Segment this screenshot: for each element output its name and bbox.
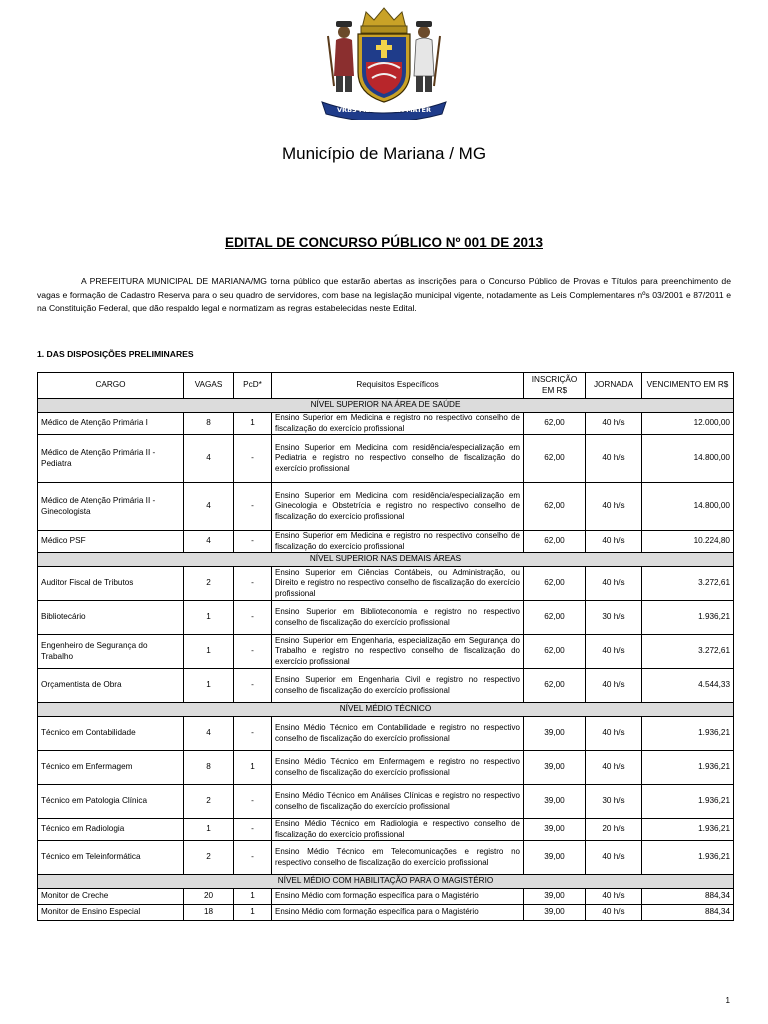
cell-vencimento: 4.544,33 <box>642 669 734 703</box>
cell-vencimento: 1.936,21 <box>642 841 734 875</box>
cell-vagas: 8 <box>184 413 234 435</box>
cell-pcd: - <box>234 635 272 669</box>
table-row <box>38 905 734 921</box>
cell-vagas: 20 <box>184 889 234 905</box>
cell-vagas: 4 <box>184 717 234 751</box>
cell-vencimento: 3.272,61 <box>642 635 734 669</box>
cell-requisitos: Ensino Superior em Medicina e registro no respectivo conselho de fiscalização do exercício profissional <box>272 413 524 435</box>
cell-jornada: 40 h/s <box>586 717 642 751</box>
cell-vencimento: 14.800,00 <box>642 435 734 483</box>
group-title: NÍVEL MÉDIO COM HABILITAÇÃO PARA O MAGISTÉRIO <box>38 875 734 889</box>
cell-cargo: Médico PSF <box>38 531 184 553</box>
cell-jornada: 40 h/s <box>586 531 642 553</box>
header-cargo: CARGO <box>38 373 184 399</box>
group-header-row <box>38 875 734 889</box>
table-row <box>38 717 734 751</box>
cell-inscricao: 62,00 <box>524 435 586 483</box>
cell-pcd: - <box>234 669 272 703</box>
cell-inscricao: 39,00 <box>524 905 586 921</box>
table-row <box>38 531 734 553</box>
cell-inscricao: 39,00 <box>524 785 586 819</box>
table-body <box>38 399 734 921</box>
cell-requisitos: Ensino Médio com formação específica para o Magistério <box>272 905 524 921</box>
cell-vagas: 1 <box>184 601 234 635</box>
cell-pcd: 1 <box>234 889 272 905</box>
cell-requisitos: Ensino Superior em Medicina e registro no respectivo conselho de fiscalização do exercício profissional <box>272 531 524 553</box>
cell-cargo: Monitor de Ensino Especial <box>38 905 184 921</box>
table-row <box>38 567 734 601</box>
cell-inscricao: 62,00 <box>524 483 586 531</box>
cell-requisitos: Ensino Médio Técnico em Análises Clínicas e registro no respectivo conselho de fiscalização do exercício profissional <box>272 785 524 819</box>
cell-vencimento: 1.936,21 <box>642 751 734 785</box>
cell-cargo: Engenheiro de Segurança do Trabalho <box>38 635 184 669</box>
table-row <box>38 841 734 875</box>
cell-pcd: - <box>234 785 272 819</box>
cell-cargo: Bibliotecário <box>38 601 184 635</box>
cell-cargo: Técnico em Patologia Clínica <box>38 785 184 819</box>
cell-cargo: Orçamentista de Obra <box>38 669 184 703</box>
seal-motto: VRBS MEA CELVLA MATER <box>337 106 431 114</box>
cell-pcd: - <box>234 435 272 483</box>
cell-inscricao: 62,00 <box>524 567 586 601</box>
group-title: NÍVEL MÉDIO TÉCNICO <box>38 703 734 717</box>
cell-vencimento: 1.936,21 <box>642 601 734 635</box>
cell-inscricao: 39,00 <box>524 751 586 785</box>
table-header-row <box>38 373 734 399</box>
cell-jornada: 40 h/s <box>586 669 642 703</box>
cell-cargo: Técnico em Enfermagem <box>38 751 184 785</box>
cell-inscricao: 62,00 <box>524 601 586 635</box>
table-row <box>38 601 734 635</box>
header-vencimento: VENCIMENTO EM R$ <box>642 373 734 399</box>
coat-of-arms-logo <box>314 6 454 120</box>
cell-vagas: 2 <box>184 785 234 819</box>
table-row <box>38 435 734 483</box>
cell-vencimento: 884,34 <box>642 889 734 905</box>
cell-pcd: - <box>234 483 272 531</box>
header-pcd: PcD* <box>234 373 272 399</box>
table-row <box>38 751 734 785</box>
cell-jornada: 40 h/s <box>586 483 642 531</box>
cell-vagas: 4 <box>184 483 234 531</box>
cell-vagas: 8 <box>184 751 234 785</box>
section-title: 1. DAS DISPOSIÇÕES PRELIMINARES <box>37 349 194 359</box>
cell-pcd: - <box>234 531 272 553</box>
cell-pcd: - <box>234 841 272 875</box>
municipality-title: Município de Mariana / MG <box>281 144 487 163</box>
cell-pcd: - <box>234 717 272 751</box>
cell-vencimento: 1.936,21 <box>642 717 734 751</box>
group-header-row <box>38 399 734 413</box>
cell-cargo: Médico de Atenção Primária I <box>38 413 184 435</box>
cell-vagas: 1 <box>184 635 234 669</box>
cell-vencimento: 14.800,00 <box>642 483 734 531</box>
cell-jornada: 40 h/s <box>586 413 642 435</box>
cell-cargo: Técnico em Contabilidade <box>38 717 184 751</box>
cell-cargo: Técnico em Teleinformática <box>38 841 184 875</box>
cell-inscricao: 39,00 <box>524 819 586 841</box>
cell-requisitos: Ensino Médio com formação específica para o Magistério <box>272 889 524 905</box>
cell-jornada: 40 h/s <box>586 889 642 905</box>
group-title: NÍVEL SUPERIOR NAS DEMAIS ÁREAS <box>38 553 734 567</box>
cell-inscricao: 39,00 <box>524 717 586 751</box>
header-vagas: VAGAS <box>184 373 234 399</box>
cell-pcd: - <box>234 567 272 601</box>
cell-vagas: 18 <box>184 905 234 921</box>
cell-requisitos: Ensino Médio Técnico em Radiologia e respectivo conselho de fiscalização do exercício profissional <box>272 819 524 841</box>
group-header-row <box>38 553 734 567</box>
cell-jornada: 40 h/s <box>586 567 642 601</box>
cell-requisitos: Ensino Médio Técnico em Telecomunicações e registro no respectivo conselho de fiscalização do exercício profissional <box>272 841 524 875</box>
cell-vencimento: 1.936,21 <box>642 785 734 819</box>
cell-requisitos: Ensino Superior em Medicina com residência/especialização em Ginecologia e Obstetrícia e registro no respectivo conselho de fiscalização do exercício profissional <box>272 483 524 531</box>
cell-requisitos: Ensino Superior em Medicina com residência/especialização em Pediatria e registro no respectivo conselho de fiscalização do exercício profissional <box>272 435 524 483</box>
header-requisitos: Requisitos Específicos <box>272 373 524 399</box>
cell-vagas: 4 <box>184 435 234 483</box>
cell-vencimento: 10.224,80 <box>642 531 734 553</box>
cell-cargo: Médico de Atenção Primária II - Pediatra <box>38 435 184 483</box>
header-inscricao: INSCRIÇÃO EM R$ <box>524 373 586 399</box>
edital-title: EDITAL DE CONCURSO PÚBLICO Nº 001 DE 2013 <box>224 235 543 250</box>
cell-vencimento: 3.272,61 <box>642 567 734 601</box>
cell-jornada: 30 h/s <box>586 785 642 819</box>
cell-requisitos: Ensino Superior em Engenharia, especialização em Segurança do Trabalho e registro no respectivo conselho de fiscalização do exercício profissional <box>272 635 524 669</box>
positions-table <box>37 372 734 921</box>
cell-jornada: 40 h/s <box>586 751 642 785</box>
cell-jornada: 30 h/s <box>586 601 642 635</box>
cell-requisitos: Ensino Superior em Biblioteconomia e registro no respectivo conselho de fiscalização do exercício profissional <box>272 601 524 635</box>
cell-jornada: 40 h/s <box>586 841 642 875</box>
cell-jornada: 40 h/s <box>586 435 642 483</box>
intro-text: A PREFEITURA MUNICIPAL DE MARIANA/MG torna público que estarão abertas as inscrições para o Concurso Público de Provas e Títulos para preenchimento de vagas e formação de Cadastro Reserva para o seu quadro de servidores, com base na legislação municipal vigente, notadamente as Leis Complementares nºs 03/2001 e 87/2011 e na Constituição Federal, que dão respaldo legal e normatizam as regras estabelecidas neste Edital. <box>37 276 731 313</box>
cell-vagas: 1 <box>184 669 234 703</box>
cell-inscricao: 39,00 <box>524 889 586 905</box>
cell-cargo: Médico de Atenção Primária II - Ginecologista <box>38 483 184 531</box>
cell-requisitos: Ensino Superior em Ciências Contábeis, ou Administração, ou Direito e registro no respectivo conselho de fiscalização do exercício profissional <box>272 567 524 601</box>
cell-vencimento: 884,34 <box>642 905 734 921</box>
cell-jornada: 40 h/s <box>586 635 642 669</box>
header-jornada: JORNADA <box>586 373 642 399</box>
group-header-row <box>38 703 734 717</box>
cell-vencimento: 1.936,21 <box>642 819 734 841</box>
cell-vagas: 2 <box>184 841 234 875</box>
cell-vagas: 1 <box>184 819 234 841</box>
group-title: NÍVEL SUPERIOR NA ÁREA DE SAÚDE <box>38 399 734 413</box>
cell-cargo: Monitor de Creche <box>38 889 184 905</box>
table-row <box>38 669 734 703</box>
cell-requisitos: Ensino Superior em Engenharia Civil e registro no respectivo conselho de fiscalização do exercício profissional <box>272 669 524 703</box>
cell-vagas: 4 <box>184 531 234 553</box>
cell-vencimento: 12.000,00 <box>642 413 734 435</box>
cell-pcd: - <box>234 819 272 841</box>
cell-requisitos: Ensino Médio Técnico em Enfermagem e registro no respectivo conselho de fiscalização do exercício profissional <box>272 751 524 785</box>
cell-cargo: Técnico em Radiologia <box>38 819 184 841</box>
cell-pcd: 1 <box>234 751 272 785</box>
cell-cargo: Auditor Fiscal de Tributos <box>38 567 184 601</box>
page-number: 1 <box>725 996 730 1005</box>
cell-jornada: 20 h/s <box>586 819 642 841</box>
cell-inscricao: 62,00 <box>524 413 586 435</box>
cell-inscricao: 39,00 <box>524 841 586 875</box>
table-row <box>38 483 734 531</box>
table-row <box>38 819 734 841</box>
table-row <box>38 635 734 669</box>
cell-inscricao: 62,00 <box>524 531 586 553</box>
table-row <box>38 889 734 905</box>
intro-paragraph <box>37 275 731 316</box>
table-row <box>38 413 734 435</box>
cell-inscricao: 62,00 <box>524 635 586 669</box>
table-row <box>38 785 734 819</box>
cell-pcd: 1 <box>234 905 272 921</box>
cell-pcd: - <box>234 601 272 635</box>
cell-inscricao: 62,00 <box>524 669 586 703</box>
cell-vagas: 2 <box>184 567 234 601</box>
cell-pcd: 1 <box>234 413 272 435</box>
cell-jornada: 40 h/s <box>586 905 642 921</box>
cell-requisitos: Ensino Médio Técnico em Contabilidade e registro no respectivo conselho de fiscalização do exercício profissional <box>272 717 524 751</box>
